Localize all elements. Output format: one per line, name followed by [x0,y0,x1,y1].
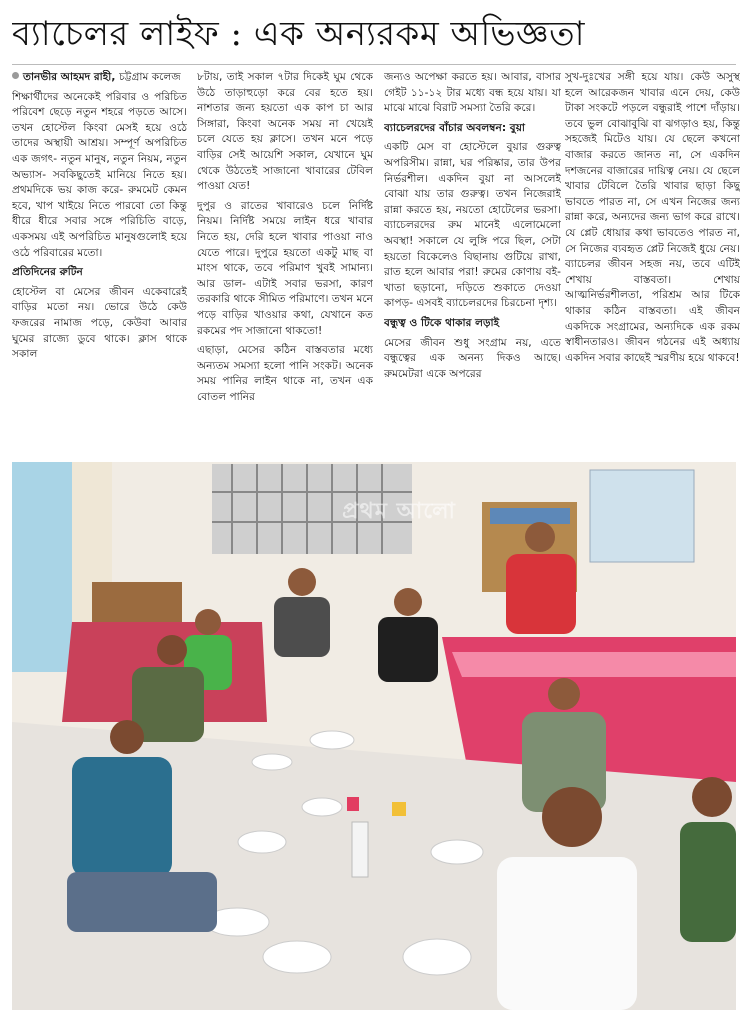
bullet-icon [12,72,19,79]
photo-watermark: প্রথম আলো [342,499,456,524]
paragraph: দুপুর ও রাতের খাবারেও চলে নির্দিষ্ট নিয়ম। নির্দিষ্ট সময়ে লাইন ধরে খাবার নিতে হয়, দেরি হলে খাবার পাওয়া নাও যেতে পারে। দুপুরে হয়তো একটু মাছ বা মাংস থাকে, তবে পরিমাণ খুবই সামান্য। আর ডাল- এটাই সবার ভরসা, কারণ তরকারি থাকে সীমিত পরিমাণে। তখন মনে পড়ে বাড়ির খাওয়ার কথা, যেখানে কত রকমের পদ সাজানো থাকতো! [197,199,373,337]
paragraph: ৮টায়, তাই সকাল ৭টার দিকেই ঘুম থেকে উঠে তাড়াহুড়ো করে বের হতে হয়। নাশতার জন্য হয়তো এক কাপ চা আর সিঙ্গারা, কিংবা অনেক সময় না খেয়েই চলে যেতে হয় ক্লাসে। তখন মনে পড়ে বাড়ির সেই আয়েশি সকাল, যেখানে ঘুম থেকে উঠতেই সাজানো খাবারের টেবিল পাওয়া যেত! [197,71,373,193]
photo-illustration [12,462,736,1010]
byline [12,70,187,86]
subheading-buya: ব্যাচেলরদের বাঁচার অবলম্বন: বুয়া [384,121,526,134]
article-column-4 [565,70,740,450]
headline-rule [12,64,736,65]
article-photo [12,462,736,1010]
subheading-friendship: বন্ধুত্ব ও টিকে থাকার লড়াই [384,316,500,329]
author-org: চট্টগ্রাম কলেজ [119,71,181,83]
paragraph: সুখ-দুঃখের সঙ্গী হয়ে যায়। কেউ অসুস্থ হলে আরেকজন খাবার এনে দেয়, কেউ টাকা সংকটে পড়লে বন্ধুরাই পাশে দাঁড়ায়। তবে ভুল বোঝাবুঝি বা ঝগড়াও হয়, কিন্তু সহজেই মিটেও যায়। যে ছেলে কখনো বাজার করতে জানত না, সে একদিন দশজনের বাজারের দায়িত্ব নেয়। যে ছেলে খাবার টেবিলে তৈরি খাবার ছাড়া কিছু ভাবতে পারত না, সে এখন নিজের জন্য রান্না করে, অন্যদের জন্য ভাগ করে রাখে। যে প্লেট ধোয়ার কথা ভাবতেও পারত না, সে নিজের ব্যবহৃত প্লেট নিজেই ধুয়ে নেয়। ব্যাচেলর জীবন সহজ নয়, তবে এটিই শেখায় বাস্তবতা। শেখায় আত্মনির্ভরশীলতা, পরিশ্রম আর টিকে থাকার কঠিন বাস্তবতা। এই জীবন একদিকে সংগ্রামের, অন্যদিকে এক রকম স্বাধীনতারও। জীবন গঠনের এই অধ্যায় একদিন সবার কাছেই স্মরণীয় হয়ে থাকবে! [565,71,740,364]
headline: ব্যাচেলর লাইফ : এক অন্যরকম অভিজ্ঞতা [12,14,585,54]
article-column-3 [384,70,561,450]
article-column-1 [12,70,187,450]
wall-map [590,470,694,562]
paragraph: শিক্ষার্থীদের অনেকেই পরিবার ও পরিচিত পরিবেশ ছেড়ে নতুন শহরে পড়তে আসে। তখন হোস্টেল কিংবা মেসই হয়ে ওঠে তাদের অস্থায়ী আশ্রয়। সম্পূর্ণ অপরিচিত এক জগৎ- নতুন মানুষ, নতুন নিয়ম, নতুন অভ্যাস- সবকিছুতেই মানিয়ে নিতে হয়। প্রথমদিকে ভয় কাজ করে- রুমমেট কেমন হবে, খাপ খাইয়ে নিতে পারবো তো কিন্তু ধীরে ধীরে সবার সঙ্গে পরিচিতি বাড়ে, একসময় এই অপরিচিত মানুষগুলোই হয়ে ওঠে পরিবারের মতো। [12,90,187,259]
paragraph: মেসের জীবন শুধু সংগ্রাম নয়, এতে বন্ধুত্বের এক অনন্য দিকও আছে। রুমমেটরা একে অপরের [384,336,561,380]
paragraph: একটি মেস বা হোস্টেলে বুয়ার গুরুত্ব অপরিসীম। রান্না, ঘর পরিষ্কার, তার উপর নির্ভরশীল। একদিন বুয়া না আসলেই বোঝা যায় তার গুরুত্ব। তখন নিজেরাই রান্না করতে হয়, নয়তো হোটেলের ভরসা। ব্যাচেলরদের রুম মানেই এলোমেলো অবস্থা! সকালে যে লুঙ্গি পরে ছিল, সেটা হয়তো বিকেলেও বিছানায় গুটিয়ে রাখা, রাত হলে আবার পরা! রুমের কোণায় বই-খাতা ছড়ানো, দড়িতে শুকাতে দেওয়া কাপড়- এসবই ব্যাচেলরদের চিরচেনা দৃশ্য। [384,141,561,310]
author-name: তানভীর আহমদ রাহী, [23,71,116,83]
hanging-clothes [12,462,72,672]
article-column-2 [197,70,373,450]
paragraph: জন্যও অপেক্ষা করতে হয়। আবার, বাসার গেইট ১১-১২ টার মধ্যে বন্ধ হয়ে যায়। যা মাঝে মাঝে বিরাট সমস্যা তৈরি করে। [384,71,561,115]
subheading-routine: প্রতিদিনের রুটিন [12,266,83,279]
paragraph: এছাড়া, মেসের কঠিন বাস্তবতার মধ্যে অন্যতম সমস্যা হলো পানি সংকট। অনেক সময় পানির লাইন থাকে না, তখন এক বোতল পানির [197,344,373,403]
paragraph: হোস্টেল বা মেসের জীবন একেবারেই বাড়ির মতো নয়। ভোরে উঠে কেউ ফজরের নামাজ পড়ে, কেউবা আবার ঘুমের রাজ্যে ডুবে থাকে। ক্লাস থাকে সকাল [12,285,187,361]
